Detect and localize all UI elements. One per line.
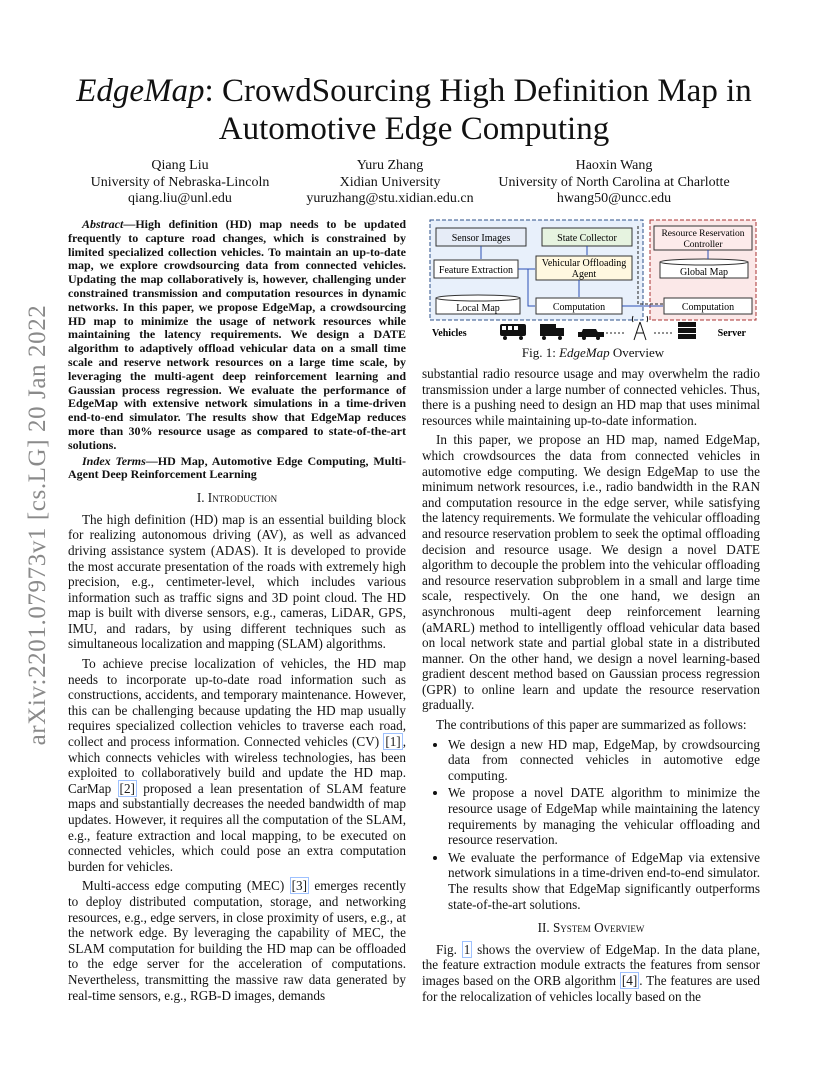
caption-italic: EdgeMap [559, 345, 610, 360]
local-map-label: Local Map [456, 303, 500, 314]
contributions-list [422, 737, 760, 913]
right-paragraph-2: In this paper, we propose an HD map, named EdgeMap, which crowdsources the data from connected vehicles in automotive edge computing. We design EdgeMap to use the minimum network resources, i.e., radio bandwidth in the RAN and computation resource in the edge server, while satisfying the latency requirements. We formulate the vehicular offloading and resource reservation problem to seek the optimal offloading decision and resource usage. We design a novel DATE algorithm to decouple the problem into the vehicular offloading and resource reservation subproblem in a small and large time scale, respectively. On the one hand, we design an asynchronous multi-agent deep reinforcement learning (aMARL) method to intelligently offload vehicular data based on local network state and partial global state in a distributed manner. On the other hand, we design a novel learning-based gradient descent method based on Gaussian process regression (GPR) to online learn and update the resource reservation gradually. [422, 432, 760, 713]
arxiv-side-label [8, 290, 68, 760]
author-email: hwang50@uncc.edu [556, 191, 672, 206]
intro-paragraph-3 [68, 878, 406, 1003]
contribution-item: • We design a new HD map, EdgeMap, by crowdsourcing data from connected vehicles in automotive edge computing. [448, 737, 760, 784]
global-map-label: Global Map [679, 267, 729, 278]
text: To achieve precise localization of vehicles, the HD map needs to incorporate up-to-date road information such as constructions, accidents, and temporary maintenance. However, this can be challenging because updating the HD map usually requires specialized collection vehicles to traverse each road, collect and process information. Connected vehicles (CV) [68, 656, 406, 750]
author-affiliation: University of North Carolina at Charlotte [498, 174, 730, 190]
author-name: Qiang Liu [151, 158, 209, 173]
truck-icon [540, 324, 564, 340]
text: . The features are used for the relocalization of vehicles locally based on the [422, 972, 760, 1004]
index-terms-text: —HD Map, Automotive Edge Computing, Multi-Agent Deep Reinforcement Learning [68, 453, 406, 482]
contribution-item: • We propose a novel DATE algorithm to minimize the resource usage of EdgeMap while maintaining the latency requirements by managing the vehicular offloading and resource reservation. [448, 785, 760, 847]
citation-link[interactable]: [2] [119, 780, 135, 796]
author-2 [300, 158, 480, 208]
author-name: Haoxin Wang [575, 158, 653, 173]
citation-link[interactable]: [1] [385, 734, 401, 750]
arxiv-identifier: arXiv:2201.07973v1 [cs.LG] 20 Jan 2022 [24, 304, 51, 746]
rr-label-line2: Controller [683, 240, 723, 250]
caption-rest: Overview [609, 345, 665, 360]
abstract [68, 218, 406, 453]
citation-link[interactable]: [3] [291, 878, 308, 894]
bus-icon [500, 324, 526, 340]
abstract-text: —High definition (HD) map needs to be updated frequently to capture road changes, which is constrained by limited specialized collection vehicles. To maintain an up-to-date map, we explore crowdsourcing data from connected vehicles. Updating the map collaboratively is, however, challenging under constrained transmission and computation resources in dynamic networks. In this paper, we propose EdgeMap, a crowdsourcing HD map to minimize the usage of network resources while maintaining the latency requirements. We design a DATE algorithm to adaptively offload vehicular data on a small time scale and reserve network resources on a large time scale, by leveraging the multi-agent deep reinforcement learning and Gaussian process regression. We evaluate the performance of EdgeMap with extensive network simulations in a time-driven end-to-end simulator. The results show that EdgeMap reduces more than 30% resource usage as compared to state-of-the-art solutions. [68, 217, 406, 452]
text: , which connects vehicles with wireless technologies, has been exploited to collaboratively build and update the HD map. CarMap [68, 734, 406, 796]
agent-label-line2: Agent [571, 269, 597, 280]
computation-right-label: Computation [681, 302, 735, 313]
figure-reference-link[interactable]: 1 [463, 941, 471, 957]
section-heading-system-overview: II. System Overview [537, 920, 645, 936]
edgemap-overview-svg [428, 218, 758, 348]
contribution-item: • We evaluate the performance of EdgeMap via extensive network simulations in a time-driven end-to-end simulator. The results show that EdgeMap significantly outperforms state-of-the-art solutions. [448, 850, 760, 912]
server-label: Server [717, 328, 746, 339]
intro-paragraph-1: The high definition (HD) map is an essential building block for realizing autonomous driving (AV), as well as advanced driving assistance system (ADAS). It is developed to provide the most accurate presentation of the roads with extremely high precision, e.g., centimeter-level, which includes various information such as traffic signs and 3D point cloud. The HD map is built with diverse sensors, e.g., cameras, LiDAR, GPS, IMU, and radars, by using different techniques such as simultaneous localization and mapping (SLAM) algorithms. [68, 511, 406, 652]
agent-label-line1: Vehicular Offloading [541, 258, 627, 269]
paper-title [70, 72, 758, 148]
author-1 [80, 158, 280, 208]
vehicles-label: Vehicles [432, 328, 467, 339]
caption-prefix: Fig. 1: [521, 345, 560, 360]
title-italic: EdgeMap [76, 73, 205, 109]
left-column [68, 218, 406, 1003]
figure-1-caption [428, 345, 758, 361]
right-column [422, 366, 760, 1004]
figure-1-diagram [428, 218, 758, 358]
system-overview-paragraph [422, 942, 760, 1004]
right-paragraph-1: substantial radio resource usage and may overwhelm the radio transmission under a large number of connected vehicles. Thus, there is a pushing need to design an HD map that uses minimal resources while maintaining up-to-date information. [422, 366, 760, 428]
abstract-label: Abstract [82, 217, 124, 231]
state-collector-label: State Collector [557, 233, 617, 244]
author-3 [484, 158, 744, 208]
computation-left-label: Computation [552, 302, 606, 313]
feature-extraction-label: Feature Extraction [438, 265, 514, 276]
author-name: Yuru Zhang [356, 158, 424, 173]
text: Fig. [436, 941, 462, 957]
author-affiliation: University of Nebraska-Lincoln [90, 174, 270, 190]
section-heading-introduction: I. Introduction [196, 490, 278, 506]
author-email: yuruzhang@stu.xidian.edu.cn [306, 191, 474, 206]
sensor-images-label: Sensor Images [451, 233, 511, 244]
rr-label-line1: Resource Reservation [661, 229, 745, 239]
text: proposed a lean presentation of SLAM feature maps and substantially decreases the needed bandwidth of map updates. However, it requires all the computation of the SLAM, e.g., feature extraction and local mapping, to be executed on connected vehicles, which could pose an extra computation burden for vehicles. [68, 780, 407, 874]
index-terms [68, 455, 406, 483]
car-icon [578, 329, 604, 340]
citation-link[interactable]: [4] [621, 972, 638, 988]
author-email: qiang.liu@unl.edu [128, 191, 232, 206]
title-rest: : CrowdSourcing High Definition Map in Automotive Edge Computing [204, 73, 752, 147]
author-affiliation: Xidian University [339, 174, 441, 190]
intro-paragraph-2 [68, 656, 406, 874]
text: emerges recently to deploy distributed computation, storage, and networking resources, e.g., edge servers, in close proximity of users, e.g., at the network edge. By leveraging the capability of MEC, the SLAM computation for building the HD map can be offloaded to the edge server for the acceleration of computations. Nevertheless, transmitting the massive raw data generated by real-time sensors, e.g., RGB-D images, demands [68, 878, 406, 1003]
text: shows the overview of EdgeMap. In the data plane, the feature extraction module extracts the features from sensor images based on the ORB algorithm [422, 941, 761, 988]
index-terms-label: Index Terms [82, 453, 146, 468]
server-icon [678, 322, 696, 339]
text: Multi-access edge computing (MEC) [82, 878, 290, 894]
right-paragraph-3: The contributions of this paper are summarized as follows: [436, 717, 747, 733]
